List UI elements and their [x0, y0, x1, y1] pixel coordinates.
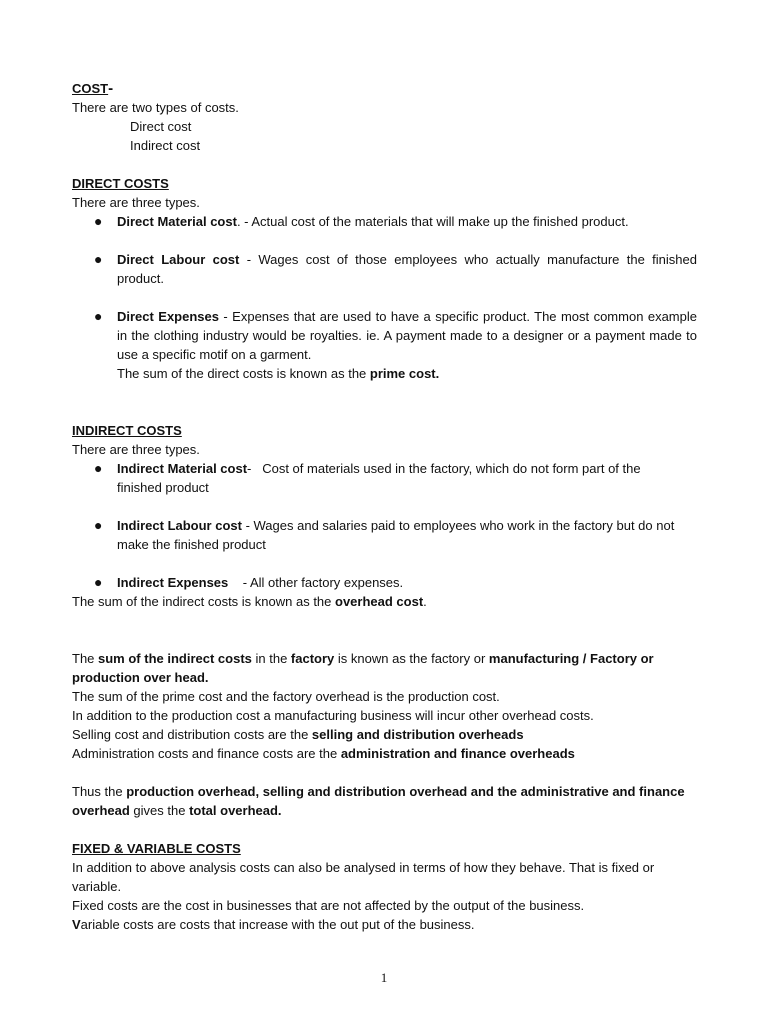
indirect-costs-heading: INDIRECT COSTS — [72, 423, 182, 438]
term: Direct Labour cost — [117, 252, 240, 267]
definition: - Expenses that are used to have a specific product. The most common example in the clothing industry would be royalties. ie. A payment made to a designer or a payment made to use a specific motif on a garment. — [117, 309, 697, 362]
selling-distribution-paragraph — [72, 725, 697, 744]
direct-costs-heading: DIRECT COSTS — [72, 176, 169, 191]
variable-costs-paragraph — [72, 915, 697, 934]
cost-type-direct: Direct cost — [130, 119, 192, 134]
bullet-icon: ● — [94, 574, 103, 590]
overhead-cost-term: overhead cost — [335, 594, 424, 609]
term: Direct Material cost — [117, 214, 237, 229]
list-item-direct-expenses — [72, 307, 697, 364]
variable-initial: V — [72, 917, 81, 932]
bold-term: manufacturing / Factory or production over head. — [72, 651, 654, 685]
overhead-cost-prefix: The sum of the indirect costs is known as the — [72, 594, 336, 609]
text: is known as the factory or — [334, 651, 489, 666]
definition: - All other factory expenses. — [228, 575, 404, 590]
fixed-variable-heading: FIXED & VARIABLE COSTS — [72, 841, 241, 856]
cost-type-indirect: Indirect cost — [130, 138, 201, 153]
overhead-cost-note — [72, 592, 697, 611]
bullet-icon: ● — [94, 517, 103, 533]
cost-intro: There are two types of costs. — [72, 100, 239, 115]
list-item-direct-material — [72, 212, 697, 231]
direct-costs-intro: There are three types. — [72, 195, 200, 210]
bold-term: sum of the indirect costs — [98, 651, 252, 666]
bullet-icon: ● — [94, 251, 103, 267]
indirect-costs-intro: There are three types. — [72, 442, 200, 457]
prime-cost-term: prime cost. — [369, 366, 440, 381]
variable-rest: ariable costs are costs that increase with the out put of the business. — [80, 917, 475, 932]
other-overheads-paragraph: In addition to the production cost a manufacturing business will incur other overhead costs. — [72, 708, 594, 723]
fixed-variable-intro: In addition to above analysis costs can also be analysed in terms of how they behave. That is fixed or variable. — [72, 860, 655, 894]
list-item-indirect-expenses — [72, 573, 697, 592]
prime-cost-note — [72, 364, 697, 383]
text: gives the — [129, 803, 190, 818]
list-item-direct-labour — [72, 250, 697, 288]
bold-term: factory — [290, 651, 335, 666]
bold-term: administration and finance overheads — [340, 746, 575, 761]
indirect-costs-list — [72, 459, 697, 592]
text: Thus the — [72, 784, 127, 799]
production-cost-paragraph: The sum of the prime cost and the factory overhead is the production cost. — [72, 689, 500, 704]
prime-cost-prefix: The sum of the direct costs is known as the — [117, 366, 370, 381]
factory-overhead-paragraph — [72, 649, 697, 687]
text: The — [72, 651, 99, 666]
cost-heading-dash: - — [108, 80, 114, 97]
total-overhead-paragraph — [72, 782, 697, 820]
text: in the — [251, 651, 291, 666]
term: Indirect Material cost — [117, 461, 248, 476]
bold-term: production overhead, selling and distribution overhead and the administrative and finance overhead — [72, 784, 685, 818]
direct-costs-list — [72, 212, 697, 364]
cost-heading: COST — [72, 81, 109, 96]
bullet-icon: ● — [94, 308, 103, 324]
definition: . - Actual cost of the materials that will make up the finished product. — [236, 214, 629, 229]
page-number: 1 — [380, 970, 388, 985]
text: Administration costs and finance costs are the — [72, 746, 341, 761]
term: Indirect Labour cost — [117, 518, 242, 533]
fixed-costs-paragraph: Fixed costs are the cost in businesses that are not affected by the output of the business. — [72, 898, 585, 913]
definition: - Cost of materials used in the factory, which do not form part of the finished product — [117, 461, 645, 495]
admin-finance-paragraph — [72, 744, 697, 763]
bold-term: selling and distribution overheads — [311, 727, 524, 742]
bullet-icon: ● — [94, 460, 103, 476]
list-item-indirect-material — [72, 459, 697, 497]
definition: - Wages and salaries paid to employees who work in the factory but do not make the finished product — [117, 518, 682, 552]
cost-heading-line — [72, 79, 697, 98]
text: Selling cost and distribution costs are the — [72, 727, 312, 742]
definition: - Wages cost of those employees who actually manufacture the finished product. — [117, 252, 697, 286]
term: Indirect Expenses — [117, 575, 229, 590]
overhead-cost-suffix: . — [423, 594, 427, 609]
bullet-icon: ● — [94, 213, 103, 229]
document-page — [72, 79, 697, 934]
list-item-indirect-labour — [72, 516, 697, 554]
term: Direct Expenses — [117, 309, 219, 324]
bold-term: total overhead. — [189, 803, 282, 818]
